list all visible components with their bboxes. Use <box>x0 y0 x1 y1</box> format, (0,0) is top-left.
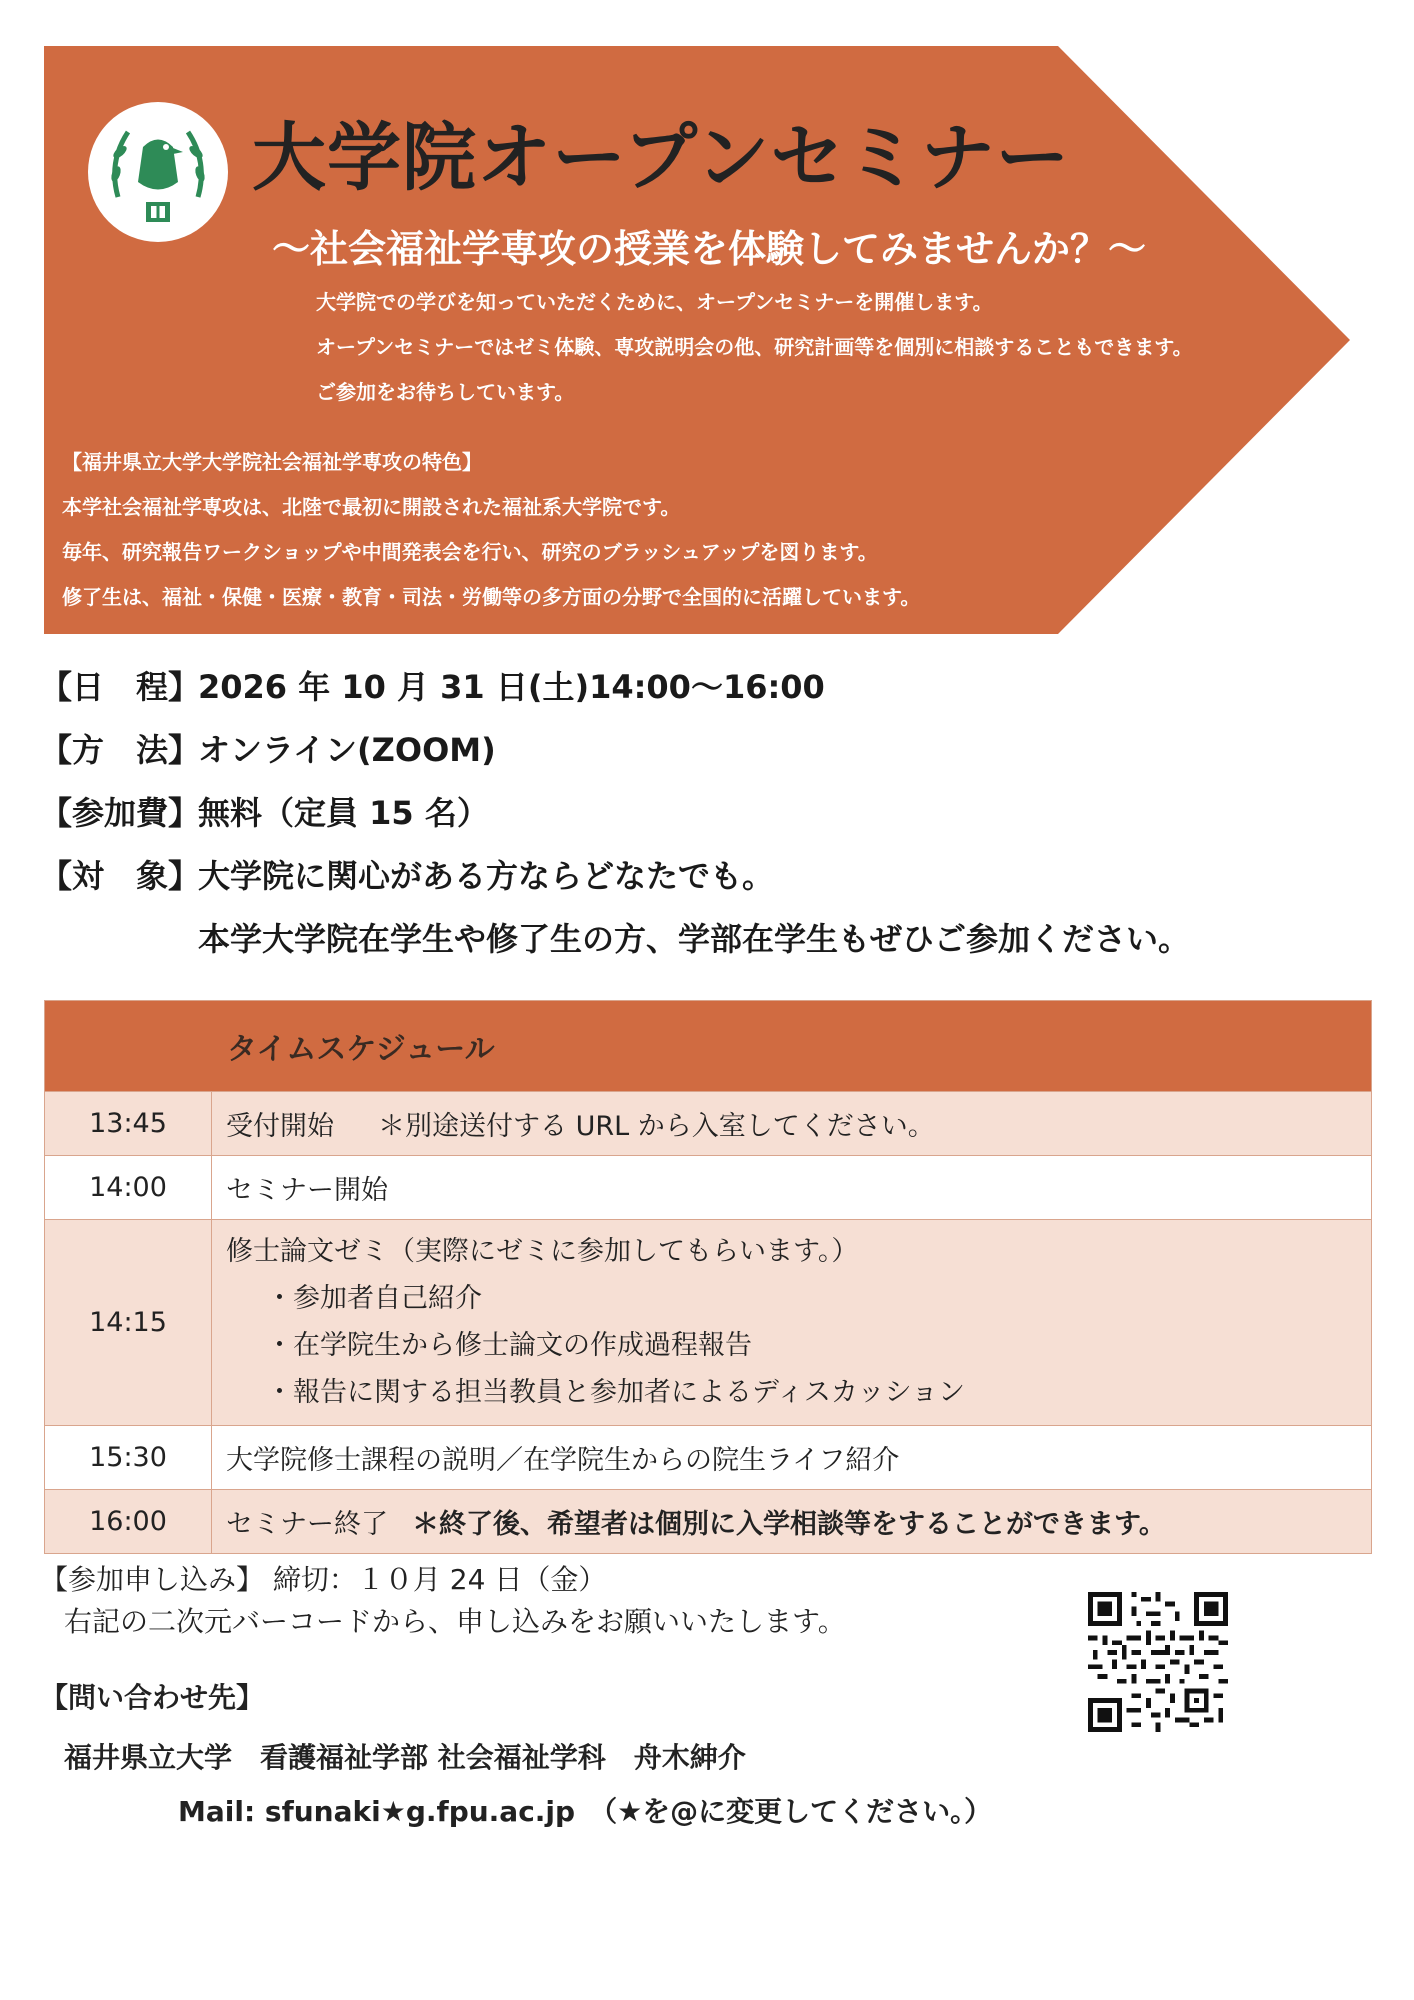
qr-code-icon[interactable] <box>1088 1592 1228 1732</box>
detail-value: 大学院に関心がある方ならどなたでも。 <box>198 857 775 895</box>
schedule-time: 15:30 <box>45 1426 212 1489</box>
table-row <box>45 1489 1371 1553</box>
schedule-text: セミナー終了 <box>226 1509 388 1540</box>
schedule-text: 修士論文ゼミ（実際にゼミに参加してもらいます。） <box>226 1235 859 1267</box>
emblem-graphic <box>88 102 228 242</box>
schedule-item: ・在学院生から修士論文の作成過程報告 <box>266 1329 752 1361</box>
schedule-content <box>212 1426 899 1489</box>
schedule-content <box>212 1490 1166 1553</box>
detail-value: 本学大学院在学生や修了生の方、学部在学生もぜひご参加ください。 <box>198 920 1191 958</box>
schedule-note: ＊終了後、希望者は個別に入学相談等をすることができます。 <box>412 1509 1166 1540</box>
schedule-text: 大学院修士課程の説明／在学院生からの院生ライフ紹介 <box>226 1445 900 1476</box>
detail-value: オンライン(ZOOM) <box>198 731 496 769</box>
features-text <box>62 446 920 626</box>
schedule-time: 14:15 <box>45 1220 212 1425</box>
schedule-item: ・参加者自己紹介 <box>266 1282 482 1314</box>
detail-value: 無料（定員 15 名） <box>198 794 489 832</box>
schedule-note: ＊別途送付する URL から入室してください。 <box>378 1111 935 1142</box>
event-details <box>40 662 1190 977</box>
table-row <box>45 1091 1371 1155</box>
detail-method <box>40 725 1190 788</box>
features-line: 毎年、研究報告ワークショップや中間発表会を行い、研究のブラッシュアップを図ります。 <box>62 540 878 564</box>
detail-label: 【日 程】 <box>40 668 201 706</box>
detail-date <box>40 662 1190 725</box>
contact-section <box>40 1676 992 1830</box>
page-subtitle: ～社会福祉学専攻の授業を体験してみませんか？～ <box>272 227 1147 271</box>
contact-org: 福井県立大学 看護福祉学部 社会福祉学科 舟木紳介 <box>64 1741 746 1774</box>
schedule-content <box>212 1156 388 1219</box>
schedule-content <box>212 1220 965 1425</box>
features-line: 本学社会福祉学専攻は、北陸で最初に開設された福祉系大学院です。 <box>62 495 681 519</box>
application-section <box>40 1558 846 1642</box>
contact-label: 【問い合わせ先】 <box>40 1681 265 1714</box>
detail-label: 【方 法】 <box>40 731 201 769</box>
detail-fee <box>40 788 1190 851</box>
detail-label: 【対 象】 <box>40 857 201 895</box>
page-title: 大学院オープンセミナー <box>252 115 1071 201</box>
detail-value: 2026 年 10 月 31 日(土)14:00～16:00 <box>198 668 825 706</box>
schedule-header: タイムスケジュール <box>45 1001 1371 1091</box>
table-row <box>45 1155 1371 1219</box>
intro-line: ご参加をお待ちしています。 <box>316 380 575 404</box>
schedule-text-line <box>226 1502 1166 1541</box>
schedule-text: セミナー開始 <box>226 1175 388 1206</box>
application-text: 右記の二次元バーコードから、申し込みをお願いいたします。 <box>64 1605 846 1638</box>
application-label: 【参加申し込み】 締切：１０月 24 日（金） <box>40 1563 607 1596</box>
schedule-time: 13:45 <box>45 1092 212 1155</box>
intro-line: 大学院での学びを知っていただくために、オープンセミナーを開催します。 <box>316 290 993 314</box>
schedule-text: 受付開始 <box>226 1111 334 1142</box>
intro-line: オープンセミナーではゼミ体験、専攻説明会の他、研究計画等を個別に相談することもできます。 <box>316 335 1193 359</box>
schedule-time: 14:00 <box>45 1156 212 1219</box>
schedule-table <box>44 1000 1372 1554</box>
detail-target <box>40 851 1190 914</box>
table-row <box>45 1425 1371 1489</box>
table-row <box>45 1219 1371 1425</box>
features-heading: 【福井県立大学大学院社会福祉学専攻の特色】 <box>62 450 482 474</box>
contact-mail: Mail: sfunaki★g.fpu.ac.jp （★を@に変更してください。） <box>178 1795 993 1828</box>
detail-target-continued <box>40 914 1190 977</box>
schedule-content <box>212 1092 935 1155</box>
bird-emblem-icon <box>88 102 228 242</box>
qr-code-graphic <box>1088 1592 1228 1732</box>
features-line: 修了生は、福祉・保健・医療・教育・司法・労働等の多方面の分野で全国的に活躍しています。 <box>62 585 921 609</box>
detail-label: 【参加費】 <box>40 794 201 832</box>
schedule-text-line <box>226 1104 935 1143</box>
schedule-time: 16:00 <box>45 1490 212 1553</box>
schedule-item: ・報告に関する担当教員と参加者によるディスカッション <box>266 1376 966 1408</box>
intro-text <box>316 286 1193 421</box>
